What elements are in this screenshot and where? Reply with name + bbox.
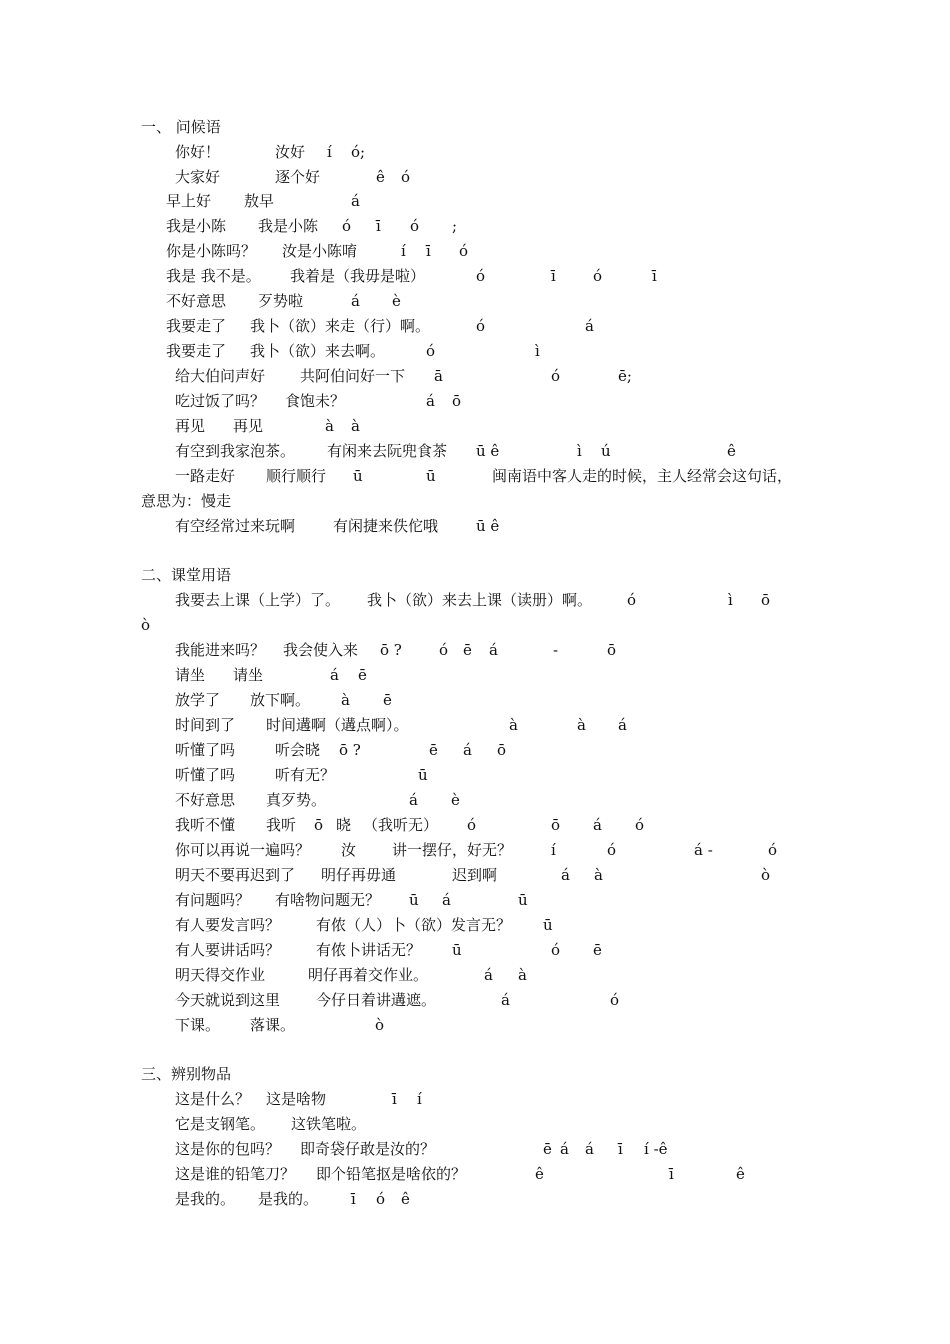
- line-segment: 即奇袋仔敢是汝的？: [300, 1140, 436, 1158]
- line-segment: 有问题吗？: [175, 891, 251, 909]
- pronunciation-mark: á: [426, 392, 435, 410]
- line-segment: 我听不懂: [175, 816, 236, 834]
- pronunciation-mark: à: [325, 417, 334, 435]
- text-line: [0, 663, 950, 687]
- line-segment: 它是支钢笔。: [175, 1115, 266, 1133]
- text-line: [0, 339, 950, 363]
- pronunciation-mark: ō ?: [339, 741, 361, 759]
- line-segment: 是我的。: [258, 1190, 319, 1208]
- pronunciation-mark: ū ê: [476, 442, 500, 460]
- text-line: [0, 838, 950, 862]
- heading-text: 二、课堂用语: [141, 566, 232, 584]
- pronunciation-mark: ē: [593, 941, 602, 959]
- pronunciation-mark: ī: [669, 1165, 674, 1183]
- text-line: [0, 688, 950, 712]
- text-line: [0, 314, 950, 338]
- line-segment: 听懂了吗: [175, 766, 236, 784]
- pronunciation-mark: ó: [610, 991, 620, 1009]
- text-line: [0, 938, 950, 962]
- pronunciation-mark: è: [392, 292, 401, 310]
- line-segment: 你可以再说一遍吗？: [175, 841, 311, 859]
- pronunciation-mark: ú: [601, 442, 611, 460]
- line-segment: 大家好: [175, 168, 221, 186]
- pronunciation-mark: ō: [497, 741, 507, 759]
- text-line: [0, 264, 950, 288]
- line-segment: 有侬（人）卜（欲）发言无？: [316, 916, 512, 934]
- pronunciation-mark: ō: [314, 816, 324, 834]
- pronunciation-mark: á: [463, 741, 472, 759]
- line-segment: 放下啊。: [250, 691, 311, 709]
- heading-text: 一、 问候语: [141, 118, 221, 136]
- line-segment: 这是什么？: [175, 1090, 251, 1108]
- line-segment: 我要去上课（上学）了。: [175, 591, 341, 609]
- pronunciation-mark: á: [560, 1140, 569, 1158]
- pronunciation-mark: à: [594, 866, 603, 884]
- heading-text: 三、辨别物品: [141, 1065, 232, 1083]
- line-segment: 敖早: [244, 192, 275, 210]
- line-segment: 早上好: [166, 192, 212, 210]
- pronunciation-mark: ì: [535, 342, 540, 360]
- line-segment: 听懂了吗: [175, 741, 236, 759]
- line-segment: 这是啥物: [266, 1090, 327, 1108]
- pronunciation-mark: ū ê: [476, 517, 500, 535]
- pronunciation-mark: ē: [463, 641, 472, 659]
- section-heading-classroom: [0, 563, 950, 587]
- pronunciation-mark: á: [593, 816, 602, 834]
- line-segment: 我要走了: [166, 342, 227, 360]
- text-line: [0, 788, 950, 812]
- pronunciation-mark: ū: [543, 916, 553, 934]
- pronunciation-mark: ó: [607, 841, 617, 859]
- pronunciation-mark: á: [585, 317, 594, 335]
- pronunciation-mark: ō: [452, 392, 462, 410]
- line-segment: 我是小陈: [166, 217, 227, 235]
- pronunciation-mark: ē: [429, 741, 438, 759]
- line-segment: 时间到了: [175, 716, 236, 734]
- pronunciation-mark: ó: [768, 841, 778, 859]
- line-segment: 吃过饭了吗？: [175, 392, 266, 410]
- line-segment: 闽南语中客人走的时候，主人经常会这句话，: [492, 467, 793, 485]
- pronunciation-mark: ā: [434, 367, 443, 385]
- pronunciation-mark: ó: [426, 342, 436, 360]
- line-segment: 你好！: [175, 143, 221, 161]
- pronunciation-mark: á: [330, 666, 339, 684]
- pronunciation-mark: ō ?: [380, 641, 402, 659]
- pronunciation-mark: á: [561, 866, 570, 884]
- pronunciation-mark: ē: [358, 666, 367, 684]
- line-segment: 汝: [341, 841, 357, 859]
- pronunciation-mark: -: [553, 641, 559, 659]
- line-segment: 明仔再毋通: [321, 866, 397, 884]
- line-segment: （我听无）: [363, 816, 439, 834]
- text-line: [0, 364, 950, 388]
- pronunciation-mark: ō: [607, 641, 617, 659]
- pronunciation-mark: ê: [535, 1165, 544, 1183]
- line-segment: 我卜（欲）来去上课（读册）啊。: [367, 591, 593, 609]
- pronunciation-mark: ū: [353, 467, 363, 485]
- line-segment: 我会使入来: [283, 641, 359, 659]
- text-line: [0, 439, 950, 463]
- pronunciation-mark: ó: [459, 242, 469, 260]
- pronunciation-mark: à: [351, 417, 360, 435]
- text-line: [0, 713, 950, 737]
- pronunciation-mark: ó: [376, 1190, 386, 1208]
- pronunciation-mark: ó: [551, 367, 561, 385]
- pronunciation-mark: ī: [351, 1190, 356, 1208]
- pronunciation-mark: á: [501, 991, 510, 1009]
- line-segment: 有空到我家泡茶。: [175, 442, 296, 460]
- pronunciation-mark: á: [484, 966, 493, 984]
- text-line: [0, 289, 950, 313]
- line-segment: 有人要发言吗？: [175, 916, 281, 934]
- line-segment: 我着是（我毋是啦）: [290, 267, 426, 285]
- line-segment: 我是小陈: [258, 217, 319, 235]
- line-segment: 这是谁的铅笔刀？: [175, 1165, 296, 1183]
- pronunciation-mark: ê: [401, 1190, 410, 1208]
- pronunciation-mark: ī: [392, 1090, 397, 1108]
- line-segment: 听会晓: [275, 741, 321, 759]
- line-segment: 今天就说到这里: [175, 991, 281, 1009]
- pronunciation-mark: á: [585, 1140, 594, 1158]
- pronunciation-mark: ó;: [351, 143, 366, 161]
- line-segment: 再见: [175, 417, 206, 435]
- pronunciation-mark: ê: [376, 168, 385, 186]
- pronunciation-mark: ū: [409, 891, 419, 909]
- pronunciation-mark: ì: [577, 442, 582, 460]
- pronunciation-mark: ó: [342, 217, 352, 235]
- text-line: [0, 763, 950, 787]
- pronunciation-mark: ò: [141, 616, 151, 634]
- section-heading-objects: [0, 1062, 950, 1086]
- pronunciation-mark: ō: [761, 591, 771, 609]
- line-segment: 讲一摆仔，好无？: [392, 841, 513, 859]
- line-segment: 我能进来吗？: [175, 641, 266, 659]
- line-segment: 有侬卜讲话无？: [316, 941, 422, 959]
- line-segment: 这是你的包吗？: [175, 1140, 281, 1158]
- pronunciation-mark: à: [341, 691, 350, 709]
- pronunciation-mark: ē: [543, 1140, 552, 1158]
- text-line: [0, 514, 950, 538]
- pronunciation-mark: ī: [376, 217, 381, 235]
- line-segment: 你是小陈吗？: [166, 242, 257, 260]
- line-segment: 请坐: [175, 666, 206, 684]
- pronunciation-mark: ī: [618, 1140, 623, 1158]
- line-segment: 落课。: [250, 1016, 296, 1034]
- text-line: [0, 489, 950, 513]
- pronunciation-mark: ;: [452, 217, 458, 235]
- line-segment: 我要走了: [166, 317, 227, 335]
- text-line: [0, 913, 950, 937]
- pronunciation-mark: ó: [635, 816, 645, 834]
- pronunciation-mark: ì: [728, 591, 733, 609]
- line-segment: 下课。: [175, 1016, 221, 1034]
- pronunciation-mark: á: [351, 192, 360, 210]
- line-segment: 真歹势。: [266, 791, 327, 809]
- pronunciation-mark: ê: [736, 1165, 745, 1183]
- line-segment: 是我的。: [175, 1190, 236, 1208]
- pronunciation-mark: á -: [694, 841, 713, 859]
- line-segment: 即个铅笔抠是啥依的？: [316, 1165, 467, 1183]
- pronunciation-mark: ī: [426, 242, 431, 260]
- pronunciation-mark: í: [417, 1090, 422, 1108]
- text-line: [0, 1087, 950, 1111]
- text-line: [0, 963, 950, 987]
- pronunciation-mark: ó: [593, 267, 603, 285]
- line-segment: 我听: [266, 816, 297, 834]
- pronunciation-mark: ó: [439, 641, 449, 659]
- pronunciation-mark: à: [509, 716, 518, 734]
- pronunciation-mark: á: [409, 791, 418, 809]
- text-line: [0, 214, 950, 238]
- pronunciation-mark: á: [618, 716, 627, 734]
- pronunciation-mark: ū: [518, 891, 528, 909]
- pronunciation-mark: ó: [410, 217, 420, 235]
- line-segment: 给大伯问声好: [175, 367, 266, 385]
- pronunciation-mark: ê: [727, 442, 736, 460]
- line-segment: 我是 我不是。: [166, 267, 261, 285]
- text-line: [0, 738, 950, 762]
- pronunciation-mark: á: [351, 292, 360, 310]
- line-segment: 我卜（欲）来去啊。: [250, 342, 386, 360]
- line-segment: 汝好: [275, 143, 306, 161]
- line-segment: 迟到啊: [452, 866, 498, 884]
- pronunciation-mark: í: [401, 242, 406, 260]
- pronunciation-mark: á: [489, 641, 498, 659]
- text-line: [0, 863, 950, 887]
- line-segment: 今仔日着讲遘遮。: [316, 991, 437, 1009]
- text-line: [0, 140, 950, 164]
- text-line: [0, 464, 950, 488]
- section-heading-greetings: [0, 115, 950, 139]
- pronunciation-mark: à: [577, 716, 586, 734]
- text-line: [0, 988, 950, 1012]
- text-line: [0, 638, 950, 662]
- line-segment: 明仔再着交作业。: [308, 966, 429, 984]
- line-segment: 意思为：慢走: [141, 492, 232, 510]
- line-segment: 放学了: [175, 691, 221, 709]
- text-line: [0, 165, 950, 189]
- pronunciation-mark: ō: [551, 816, 561, 834]
- line-segment: 不好意思: [166, 292, 227, 310]
- text-line: [0, 613, 950, 637]
- line-segment: 我卜（欲）来走（行）啊。: [250, 317, 431, 335]
- text-line: [0, 1112, 950, 1136]
- line-segment: 有闲捷来佚佗哦: [333, 517, 439, 535]
- text-line: [0, 1013, 950, 1037]
- pronunciation-mark: ē: [383, 691, 392, 709]
- line-segment: 请坐: [233, 666, 264, 684]
- line-segment: 晓: [336, 816, 352, 834]
- pronunciation-mark: ū: [426, 467, 436, 485]
- line-segment: 这铁笔啦。: [291, 1115, 367, 1133]
- line-segment: 听有无？: [275, 766, 336, 784]
- line-segment: 食饱未？: [285, 392, 346, 410]
- line-segment: 有闲来去阮兜食茶: [327, 442, 448, 460]
- line-segment: 再见: [233, 417, 264, 435]
- pronunciation-mark: ó: [551, 941, 561, 959]
- text-line: [0, 189, 950, 213]
- text-line: [0, 414, 950, 438]
- pronunciation-mark: ó: [476, 317, 486, 335]
- line-segment: 一路走好: [175, 467, 236, 485]
- pronunciation-mark: ò: [375, 1016, 385, 1034]
- pronunciation-mark: è: [451, 791, 460, 809]
- pronunciation-mark: ó: [627, 591, 637, 609]
- pronunciation-mark: ī: [652, 267, 657, 285]
- text-line: [0, 239, 950, 263]
- line-segment: 汝是小陈唷: [282, 242, 358, 260]
- pronunciation-mark: ó: [467, 816, 477, 834]
- pronunciation-mark: ī: [551, 267, 556, 285]
- pronunciation-mark: ū: [418, 766, 428, 784]
- line-segment: 有空经常过来玩啊: [175, 517, 296, 535]
- text-line: [0, 888, 950, 912]
- pronunciation-mark: í -ê: [644, 1140, 668, 1158]
- line-segment: 有啥物问题无？: [275, 891, 381, 909]
- pronunciation-mark: í: [327, 143, 332, 161]
- pronunciation-mark: ó: [401, 168, 411, 186]
- text-line: [0, 588, 950, 612]
- text-line: [0, 1162, 950, 1186]
- pronunciation-mark: ū: [452, 941, 462, 959]
- text-line: [0, 1137, 950, 1161]
- pronunciation-mark: à: [518, 966, 527, 984]
- text-line: [0, 813, 950, 837]
- line-segment: 共阿伯问好一下: [300, 367, 406, 385]
- pronunciation-mark: ó: [476, 267, 486, 285]
- pronunciation-mark: á: [442, 891, 451, 909]
- line-segment: 不好意思: [175, 791, 236, 809]
- line-segment: 歹势啦: [258, 292, 304, 310]
- line-segment: 顺行顺行: [266, 467, 327, 485]
- text-line: [0, 389, 950, 413]
- text-line: [0, 1187, 950, 1211]
- line-segment: 明天得交作业: [175, 966, 266, 984]
- line-segment: 逐个好: [275, 168, 321, 186]
- pronunciation-mark: ò: [761, 866, 771, 884]
- line-segment: 明天不要再迟到了: [175, 866, 296, 884]
- line-segment: 有人要讲话吗？: [175, 941, 281, 959]
- pronunciation-mark: ē;: [618, 367, 632, 385]
- pronunciation-mark: í: [551, 841, 556, 859]
- line-segment: 时间遘啊（遘点啊）。: [266, 716, 409, 734]
